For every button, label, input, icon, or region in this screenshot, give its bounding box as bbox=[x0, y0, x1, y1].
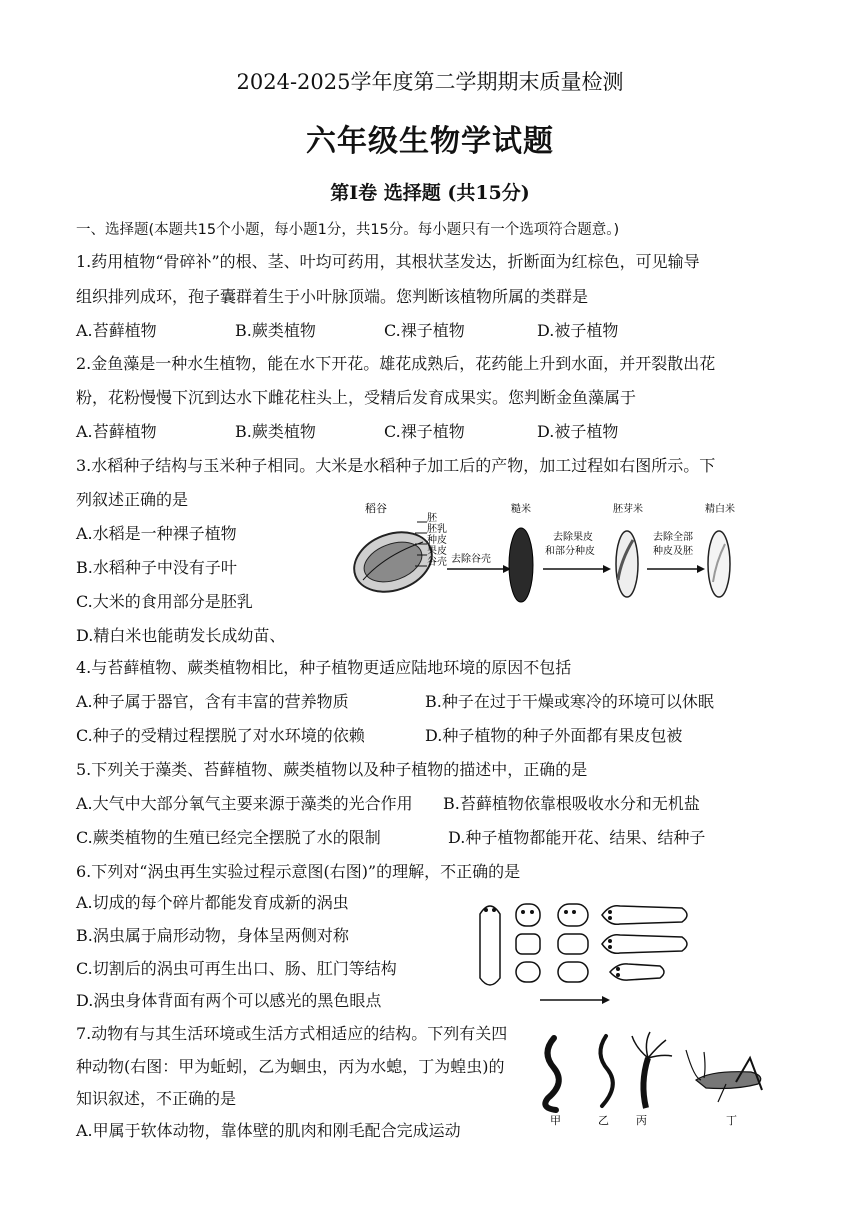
q4-stem: 4.与苔藓植物、蕨类植物相比，种子植物更适应陆地环境的原因不包括 bbox=[76, 658, 572, 677]
q3-option-c: C.大米的食用部分是胚乳 bbox=[76, 592, 253, 611]
q4-option-b: B.种子在过于干燥或寒冷的环境可以休眠 bbox=[425, 692, 714, 711]
q2-stem-line2: 粉，花粉慢慢下沉到达水下雌花柱头上，受精后发育成果实。您判断金鱼藻属于 bbox=[76, 388, 637, 407]
q6-option-d: D.涡虫身体背面有两个可以感光的黑色眼点 bbox=[76, 991, 382, 1010]
label-brown-rice: 糙米 bbox=[511, 504, 531, 515]
label-pericarp: 果皮 bbox=[427, 546, 447, 557]
white-rice-icon bbox=[708, 531, 730, 597]
q3-option-d: D.精白米也能萌发长成幼苗、 bbox=[76, 626, 286, 645]
q5-option-a: A.大气中大部分氧气主要来源于藻类的光合作用 bbox=[76, 794, 413, 813]
q2-option-c: C.裸子植物 bbox=[384, 422, 465, 441]
q2-stem-line1: 2.金鱼藻是一种水生植物，能在水下开花。雄花成熟后，花药能上升到水面，并开裂散出花 bbox=[76, 354, 716, 373]
q1-option-d: D.被子植物 bbox=[537, 321, 619, 340]
q1-option-a: A.苔藓植物 bbox=[76, 321, 157, 340]
step2-label-line1: 去除果皮 bbox=[553, 532, 593, 543]
planarian-piece-head bbox=[516, 904, 540, 926]
q1-stem-line1: 1.药用植物“骨碎补”的根、茎、叶均可药用，其根状茎发达，折断面为红棕色，可见输导 bbox=[76, 252, 700, 271]
label-embryo: 胚 bbox=[427, 513, 437, 524]
step3-label-line1: 去除全部 bbox=[653, 532, 693, 543]
q6-option-c: C.切割后的涡虫可再生出口、肠、肛门等结构 bbox=[76, 959, 397, 978]
planarian-piece-tail bbox=[516, 962, 540, 982]
hydra-icon bbox=[632, 1032, 672, 1108]
roundworm-icon bbox=[600, 1036, 612, 1106]
q4-option-c: C.种子的受精过程摆脱了对水环境的依赖 bbox=[76, 726, 365, 745]
label-endosperm: 胚乳 bbox=[427, 524, 447, 535]
q5-option-b: B.苔藓植物依靠根吸收水分和无机盐 bbox=[443, 794, 700, 813]
q5-stem: 5.下列关于藻类、苔藓植物、蕨类植物以及种子植物的描述中，正确的是 bbox=[76, 760, 588, 779]
q7-stem-line3: 知识叙述，不正确的是 bbox=[76, 1089, 237, 1108]
step1-label: 去除谷壳 bbox=[451, 554, 491, 565]
planarian-whole-icon bbox=[480, 906, 500, 985]
label-bing: 丙 bbox=[636, 1114, 647, 1127]
earthworm-icon bbox=[545, 1038, 558, 1110]
q2-option-b: B.蕨类植物 bbox=[235, 422, 316, 441]
q3-stem-line1: 3.水稻种子结构与玉米种子相同。大米是水稻种子加工后的产物，加工过程如右图所示。下 bbox=[76, 456, 716, 475]
q5-option-d: D.种子植物都能开花、结果、结种子 bbox=[448, 828, 706, 847]
q1-stem-line2: 组织排列成环，孢子囊群着生于小叶脉顶端。您判断该植物所属的类群是 bbox=[76, 287, 589, 306]
brown-rice-icon bbox=[509, 528, 533, 602]
q4-option-d: D.种子植物的种子外面都有果皮包被 bbox=[425, 726, 683, 745]
q7-option-a: A.甲属于软体动物，靠体壁的肌肉和刚毛配合完成运动 bbox=[76, 1121, 461, 1140]
section-instruction: 一、选择题(本题共15个小题，每小题1分，共15分。每小题只有一个选项符合题意。) bbox=[76, 222, 620, 238]
q6-option-a: A.切成的每个碎片都能发育成新的涡虫 bbox=[76, 893, 349, 912]
subject-title: 六年级生物学试题 bbox=[306, 124, 554, 159]
q6-option-b: B.涡虫属于扁形动物，身体呈两侧对称 bbox=[76, 926, 349, 945]
q3-option-b: B.水稻种子中没有子叶 bbox=[76, 558, 237, 577]
q3-stem-line2: 列叙述正确的是 bbox=[76, 490, 189, 509]
q3-option-a: A.水稻是一种裸子植物 bbox=[76, 524, 237, 543]
step2-label-line2: 和部分种皮 bbox=[545, 546, 595, 557]
part-title: 第Ⅰ卷 选择题 (共15分) bbox=[330, 182, 530, 204]
label-white-rice: 精白米 bbox=[705, 504, 735, 515]
label-yi: 乙 bbox=[598, 1114, 609, 1127]
label-ding: 丁 bbox=[726, 1114, 737, 1127]
rice-grain-icon bbox=[346, 522, 440, 602]
planarian-piece-mid bbox=[516, 934, 540, 954]
label-jia: 甲 bbox=[550, 1114, 561, 1127]
q4-option-a: A.种子属于器官，含有丰富的营养物质 bbox=[76, 692, 349, 711]
exam-title: 2024-2025学年度第二学期期末质量检测 bbox=[236, 70, 624, 94]
animals-figure bbox=[536, 1028, 786, 1128]
q6-stem: 6.下列对“涡虫再生实验过程示意图(右图)”的理解，不正确的是 bbox=[76, 862, 521, 881]
q7-stem-line1: 7.动物有与其生活环境或生活方式相适应的结构。下列有关四 bbox=[76, 1024, 508, 1043]
label-seed-coat: 种皮 bbox=[427, 535, 447, 546]
q1-option-c: C.裸子植物 bbox=[384, 321, 465, 340]
q7-stem-line2: 种动物(右图：甲为蚯蚓，乙为蛔虫，丙为水螅，丁为蝗虫)的 bbox=[76, 1057, 505, 1076]
grasshopper-icon bbox=[686, 1050, 762, 1102]
planarian-regeneration-figure bbox=[470, 896, 710, 1006]
label-paddy: 稻谷 bbox=[365, 502, 387, 515]
rice-processing-figure bbox=[345, 500, 765, 620]
label-husk: 谷壳 bbox=[427, 557, 447, 568]
q5-option-c: C.蕨类植物的生殖已经完全摆脱了水的限制 bbox=[76, 828, 381, 847]
label-germ-rice: 胚芽米 bbox=[613, 504, 643, 515]
q2-option-a: A.苔藓植物 bbox=[76, 422, 157, 441]
q1-option-b: B.蕨类植物 bbox=[235, 321, 316, 340]
step3-label-line2: 种皮及胚 bbox=[653, 546, 693, 557]
germ-rice-icon bbox=[616, 531, 638, 597]
q2-option-d: D.被子植物 bbox=[537, 422, 619, 441]
